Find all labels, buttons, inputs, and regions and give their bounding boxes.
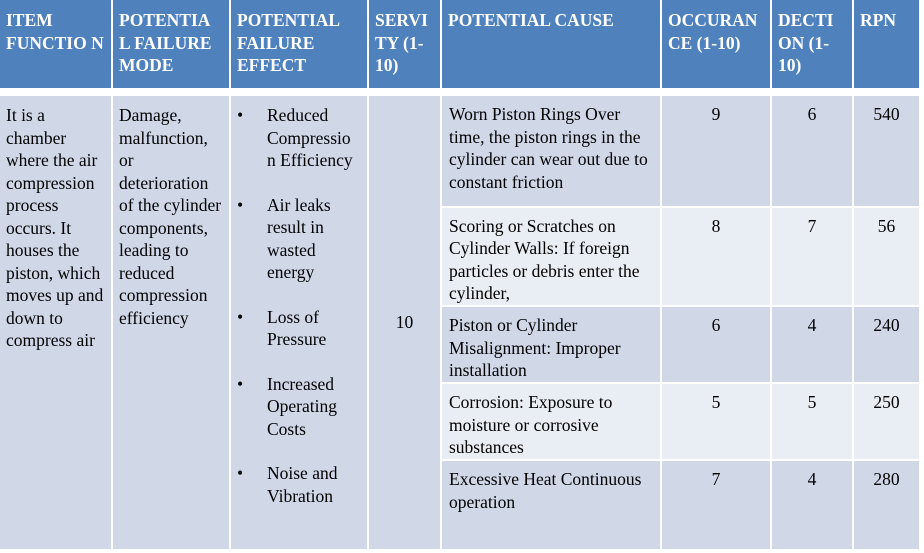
- header-row: [0, 0, 919, 92]
- list-item: • Loss of Pressure: [237, 306, 327, 349]
- rpn-cell: 280: [853, 460, 919, 550]
- cause-cell: Scoring or Scratches on Cylinder Walls: If foreign particles or debris enter the cylinder,: [441, 207, 661, 307]
- rpn-cell: 540: [853, 92, 919, 207]
- bullet-icon: •: [237, 463, 244, 483]
- detection-cell: 4: [771, 306, 853, 383]
- occurrence-cell: 6: [661, 306, 771, 383]
- header-failure-effect: POTENTIAL FAILURE EFFECT: [230, 0, 368, 92]
- cause-cell: Corrosion: Exposure to moisture or corrosive substances: [441, 383, 661, 460]
- header-detection: DECTI ON (1-10): [771, 0, 853, 92]
- rpn-cell: 56: [853, 207, 919, 307]
- cause-cell: Excessive Heat Continuous operation: [441, 460, 661, 550]
- detection-cell: 6: [771, 92, 853, 207]
- occurrence-cell: 8: [661, 207, 771, 307]
- occurrence-cell: 5: [661, 383, 771, 460]
- bullet-icon: •: [237, 194, 244, 215]
- failure-mode-cell: Damage, malfunction, or deterioration of the cylinder components, leading to reduced compression efficiency: [112, 92, 230, 550]
- severity-cell: 10: [368, 92, 441, 550]
- cause-cell: Worn Piston Rings Over time, the piston rings in the cylinder can wear out due to constant friction: [441, 92, 661, 207]
- list-item: • Reduced Compressio n Efficiency: [237, 105, 353, 170]
- list-item: • Noise and Vibration: [237, 463, 338, 506]
- header-failure-mode: POTENTIA L FAILURE MODE: [112, 0, 230, 92]
- bullet-icon: •: [237, 373, 244, 394]
- table-row: [0, 92, 919, 207]
- rpn-cell: 240: [853, 306, 919, 383]
- detection-cell: 5: [771, 383, 853, 460]
- rpn-cell: 250: [853, 383, 919, 460]
- detection-cell: 7: [771, 207, 853, 307]
- item-function-cell: It is a chamber where the air compression process occurs. It houses the piston, which moves up and down to compress air: [0, 92, 112, 550]
- header-potential-cause: POTENTIAL CAUSE: [441, 0, 661, 92]
- cause-cell: Piston or Cylinder Misalignment: Improper installation: [441, 306, 661, 383]
- header-severity: SERVI TY (1-10): [368, 0, 441, 92]
- header-rpn: RPN: [853, 0, 919, 92]
- header-item-function: ITEM FUNCTIO N: [0, 0, 112, 92]
- detection-cell: 4: [771, 460, 853, 550]
- failure-effect-cell: [230, 92, 368, 550]
- bullet-icon: •: [237, 306, 244, 327]
- bullet-icon: •: [237, 105, 244, 125]
- header-occurrence: OCCURAN CE (1-10): [661, 0, 771, 92]
- occurrence-cell: 7: [661, 460, 771, 550]
- failure-effects-list: [231, 96, 367, 507]
- list-item: • Increased Operating Costs: [237, 373, 337, 439]
- list-item: • Air leaks result in wasted energy: [237, 194, 331, 282]
- occurrence-cell: 9: [661, 92, 771, 207]
